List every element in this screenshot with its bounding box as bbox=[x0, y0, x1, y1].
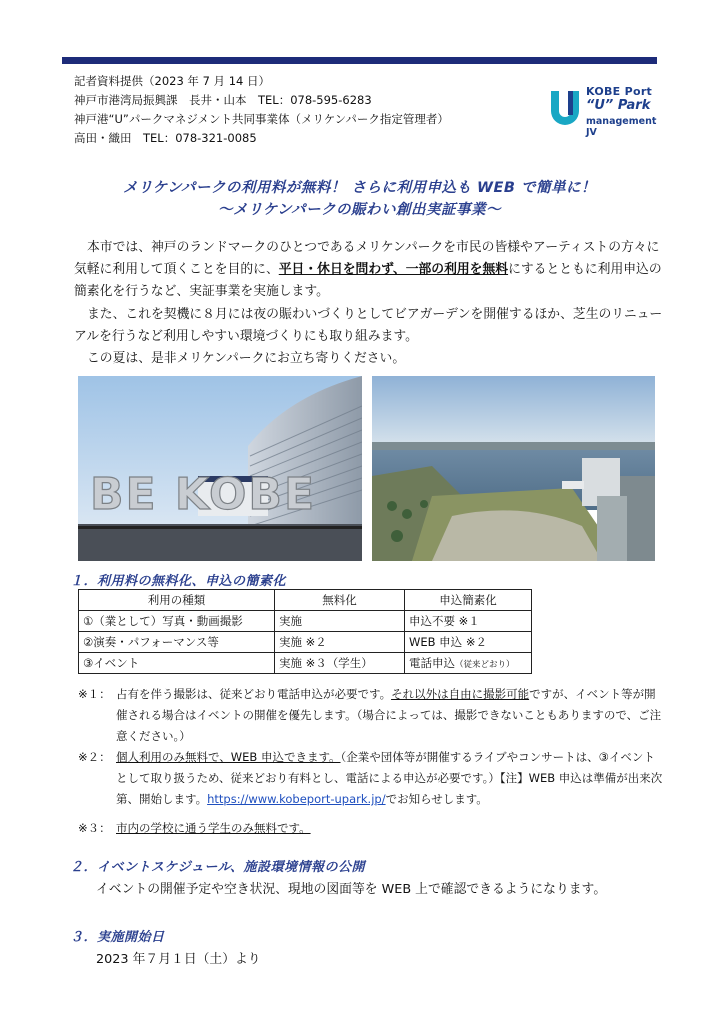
note-marker: ※３： bbox=[78, 821, 111, 835]
table-cell: 実施 bbox=[275, 611, 405, 632]
note-text-end: でお知らせします。 bbox=[385, 792, 488, 806]
note-marker: ※２： bbox=[78, 750, 111, 764]
title-sub: ～メリケンパークの賑わい創出実証事業～ bbox=[218, 202, 501, 218]
note-text: （企業や団体等が開催するライブやコンサートは、③イベントとして取り扱うため、従来どおり有料とし、電話による申込が必要です。）【注】WEB 申込は準備が出来次第、開始します。 bbox=[116, 750, 663, 806]
photo-aerial-park bbox=[372, 376, 655, 561]
table-cell-text: 電話申込 bbox=[409, 656, 455, 670]
note-text: 占有を伴う撮影は、従来どおり電話申込が必要です。 bbox=[116, 687, 392, 701]
contact-operator: 神戸港“U”パークマネジメント共同事業体（メリケンパーク指定管理者） bbox=[74, 112, 449, 126]
table-cell bbox=[405, 653, 532, 674]
table-row bbox=[79, 632, 532, 653]
column-header: 無料化 bbox=[275, 590, 405, 611]
table-cell: WEB 申込 ※２ bbox=[405, 632, 532, 653]
kobe-port-u-park-logo bbox=[548, 83, 668, 138]
table-cell-small: （従来どおり） bbox=[455, 660, 515, 670]
intro-paragraph-3: この夏は、是非メリケンパークにお立ち寄りください。 bbox=[87, 351, 406, 366]
section-1-heading: １．利用料の無料化、申込の簡素化 bbox=[70, 574, 287, 589]
note-3 bbox=[78, 818, 663, 839]
note-1 bbox=[78, 684, 663, 747]
intro-text: 本市では、神戸のランドマークのひとつであるメリケンパークを市民の皆様やアーティストの方々に気軽に利用して頂くことを目的に、 bbox=[74, 240, 660, 277]
table-cell: 実施 ※２ bbox=[275, 632, 405, 653]
note-2 bbox=[78, 747, 663, 810]
section-3-body: 2023 年７月１日（土）より bbox=[96, 952, 261, 967]
table-row bbox=[79, 653, 532, 674]
contact-operator-staff: 高田・織田 TEL：078-321-0085 bbox=[74, 131, 257, 145]
note-text-end: ですが、イベント等が開催される場合はイベントの開催を優先します。（場合によっては、撮影できないこともありますので、ご注意ください。） bbox=[116, 687, 662, 743]
note-emphasis: 個人利用のみ無料で、WEB 申込できます。 bbox=[116, 750, 341, 764]
column-header: 申込簡素化 bbox=[405, 590, 532, 611]
intro-paragraph-1 bbox=[74, 237, 664, 303]
section-3-heading: ３．実施開始日 bbox=[70, 930, 165, 945]
note-emphasis: それ以外は自由に撮影可能 bbox=[391, 687, 530, 701]
logo-line3: management JV bbox=[586, 116, 657, 138]
logo-line2: “U” Park bbox=[586, 98, 651, 113]
fee-table bbox=[78, 589, 532, 674]
intro-emphasis: 平日・休日を問わず、一部の利用を無料 bbox=[278, 262, 509, 277]
table-cell: 申込不要 ※１ bbox=[405, 611, 532, 632]
table-cell: ③イベント bbox=[79, 653, 275, 674]
contact-city: 神戸市港湾局振興課 長井・山本 TEL：078-595-6283 bbox=[74, 93, 372, 107]
note-emphasis: 市内の学校に通う学生のみ無料です。 bbox=[116, 821, 311, 835]
intro-text-end: にするとともに利用申込の簡素化を行うなど、実証事業を実施します。 bbox=[74, 262, 662, 299]
press-date: 記者資料提供（2023 年 7 月 14 日） bbox=[74, 74, 270, 88]
photo-be-kobe-sign bbox=[78, 376, 362, 561]
table-header-row bbox=[79, 590, 532, 611]
note-marker: ※１： bbox=[78, 687, 111, 701]
intro-paragraph-2: また、これを契機に８月には夜の賑わいづくりとしてビアガーデンを開催するほか、芝生のリニューアルを行うなど利用しやすい環境づくりにも取り組みます。 bbox=[74, 307, 663, 344]
top-rule bbox=[62, 57, 657, 64]
website-link[interactable]: https://www.kobeport-upark.jp/ bbox=[207, 792, 386, 806]
table-cell: ①（業として）写真・動画撮影 bbox=[79, 611, 275, 632]
table-cell: 実施 ※３（学生） bbox=[275, 653, 405, 674]
be-kobe-sign-text: BE KOBE bbox=[90, 469, 317, 520]
logo-line1: KOBE Port bbox=[586, 85, 653, 98]
table-row bbox=[79, 611, 532, 632]
u-logo-icon bbox=[548, 89, 582, 127]
section-2-body: イベントの開催予定や空き状況、現地の図面等を WEB 上で確認できるようになります。 bbox=[96, 882, 607, 897]
table-cell: ②演奏・パフォーマンス等 bbox=[79, 632, 275, 653]
column-header: 利用の種類 bbox=[79, 590, 275, 611]
press-info bbox=[74, 72, 554, 148]
title-main: メリケンパークの利用料が無料！ さらに利用申込も WEB で簡単に！ bbox=[122, 180, 597, 196]
section-2-heading: ２．イベントスケジュール、施設環境情報の公開 bbox=[70, 860, 366, 875]
